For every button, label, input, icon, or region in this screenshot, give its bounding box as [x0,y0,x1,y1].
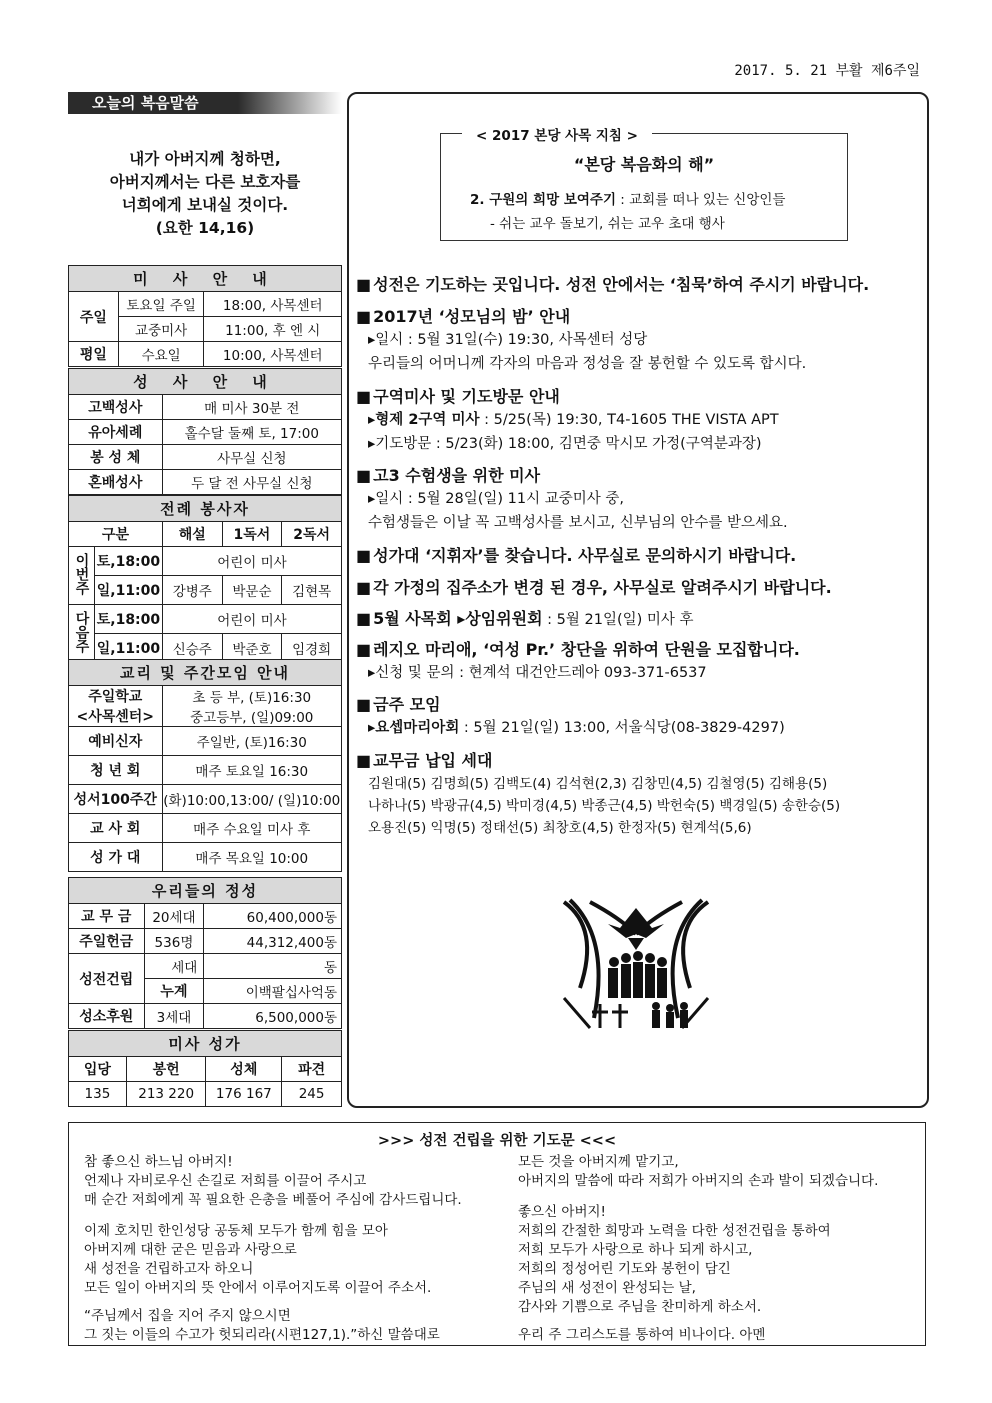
hymn-number: 245 [282,1082,342,1107]
minister-commentator: 신승주 [162,634,222,663]
meeting-place: <사목센터> [76,709,155,725]
prayer-line: 좋으신 아버지! [518,1204,606,1220]
notice-choir: ■ 성가대 ‘지휘자’를 찾습니다. 사무실로 문의하시기 바랍니다. [356,543,796,566]
sacraments-title: 성 사 안 내 [69,369,342,395]
gospel-line: 너희에게 보내실 것이다. [121,196,289,214]
prayer-line: 아버지의 말씀에 따라 저희가 아버지의 손과 발이 되겠습니다. [518,1173,879,1189]
offering-count: 3세대 [144,1004,204,1029]
pentecost-illustration [560,898,712,1032]
prayer-line: 모든 것을 아버지께 맡기고, [518,1154,679,1170]
prayer-line: 우리 주 그리스도를 통하여 비나이다. 아멘 [518,1327,766,1343]
sacrament-name: 봉 성 체 [69,445,163,470]
notice-detail: ▸일시 : 5월 28일(일) 11시 교중미사 중, [368,491,624,507]
minister-time: 일,11:00 [94,576,162,605]
notice-district-mass: ■ 구역미사 및 기도방문 안내 [356,384,560,407]
sacrament-value: 홀수달 둘째 토, 17:00 [162,420,341,445]
notice-detail: ▸기도방문 : 5/23(화) 18:00, 김면중 막시모 가정(구역분과장) [368,436,762,452]
sacrament-value: 두 달 전 사무실 신청 [162,470,341,495]
ministers-header: 1독서 [222,522,282,547]
notice-marian-night: ■ 2017년 ‘성모님의 밤’ 안내 [356,304,570,327]
prayer-line: 주님의 새 성전이 완성되는 날, [518,1280,696,1296]
notice-detail: 우리들의 어머니께 각자의 마음과 정성을 잘 봉헌할 수 있도록 합시다. [368,356,807,372]
offerings-table [68,877,342,1029]
offering-count: 누계 [144,979,204,1004]
offering-count: 536명 [144,929,204,954]
mass-name: 교중미사 [118,317,204,342]
notice-exam-mass: ■ 고3 수험생을 위한 미사 [356,463,540,486]
prayer-line: 이제 호치민 한인성당 공동체 모두가 함께 힘을 모아 [84,1223,388,1239]
meeting-name: 교 사 회 [69,814,163,843]
dues-list-line: 오용진(5) 익명(5) 정태선(5) 최창호(4,5) 한정자(5) 현계석(5,6) [368,820,752,836]
ministers-header: 구분 [69,522,163,547]
next-week-label: 다음주 [73,610,90,653]
weekday-label: 평일 [69,342,119,367]
dues-list-line: 김원대(5) 김명희(5) 김백도(4) 김석현(2,3) 김창민(4,5) 김철영(5) 김해용(5) [368,776,828,792]
council-info: : 5월 21일(일) 미사 후 [542,612,694,628]
offering-name: 교 무 금 [69,904,145,929]
hymn-header: 성체 [206,1057,282,1082]
notice-meetings: ■ 금주 모임 [356,692,441,715]
mass-name: 토요일 주일 [118,292,204,317]
meeting-time: 매주 수요일 미사 후 [162,814,341,843]
meeting-name: 예비신자 [69,727,163,756]
prayer-line: 감사와 기쁨으로 주님을 찬미하게 하소서. [518,1299,762,1315]
district-mass-info: : 5/25(목) 19:30, T4-1605 THE VISTA APT [479,412,779,428]
offering-amount: 동 [204,954,342,979]
offering-count: 세대 [144,954,204,979]
minister-reader1: 박준호 [222,634,282,663]
offering-amount: 60,400,000동 [204,904,342,929]
this-week-label: 이번주 [73,552,90,595]
meeting-time: 초 등 부, (토)16:30 [192,690,312,706]
mass-schedule-table [68,265,342,367]
hymns-title: 미사 성가 [69,1031,342,1057]
gospel-reference: (요한 14,16) [155,219,255,237]
offering-amount: 6,500,000동 [204,1004,342,1029]
mass-name: 수요일 [118,342,204,367]
notice-detail: ▸신청 및 문의 : 현계석 대건안드레아 093-371-6537 [368,665,707,681]
sunday-label: 주일 [69,292,119,342]
notice-detail [368,716,785,737]
notice-address: ■ 각 가정의 집주소가 변경 된 경우, 사무실로 알려주시기 바랍니다. [356,575,832,598]
gospel-line: 내가 아버지께 청하면, [129,150,281,168]
dues-list-line: 나하나(5) 박광규(4,5) 박미경(4,5) 박종근(4,5) 박헌숙(5) 백경일(5) 송한승(5) [368,798,841,814]
minister-commentator: 강병주 [162,576,222,605]
gospel-header-fade [238,92,342,114]
meeting-info: : 5월 21일(일) 13:00, 서울식당(08-3829-4297) [459,720,785,736]
notice-legio: ■ 레지오 마리애, ‘여성 Pr.’ 창단을 위하여 단원을 모집합니다. [356,637,800,660]
prayer-line: 모든 일이 아버지의 뜻 안에서 이루어지도록 이끌어 주소서. [84,1280,432,1296]
meeting-time: 중고등부, (일)09:00 [190,710,314,726]
notice-dues: ■ 교무금 납입 세대 [356,748,492,771]
prayer-line: 언제나 자비로우신 손길로 저희를 이끌어 주시고 [84,1173,367,1189]
offering-name: 성전건립 [69,954,145,1004]
policy-motto: “본당 복음화의 해” [573,155,715,174]
district-mass-label: ▸형제 2구역 미사 [368,412,480,428]
meetings-table [68,659,342,872]
offerings-title: 우리들의 정성 [69,878,342,904]
meeting-name: 청 년 회 [69,756,163,785]
mass-time: 11:00, 후 엔 시 [204,317,342,342]
notice-council [356,606,694,629]
prayer-line: 저희의 간절한 희망과 노력을 다한 성전건립을 통하여 [518,1223,831,1239]
sacrament-value: 매 미사 30분 전 [162,395,341,420]
hymn-header: 입당 [69,1057,127,1082]
ministers-title: 전례 봉사자 [69,496,342,522]
notice-detail [368,408,779,429]
policy-item-desc: : 교회를 떠나 있는 신앙인들 [616,192,786,208]
policy-title: < 2017 본당 사목 지침 > [462,124,652,144]
notice-detail: 수험생들은 이날 꼭 고백성사를 보시고, 신부님의 안수를 받으세요. [368,515,788,531]
sacrament-name: 고백성사 [69,395,163,420]
prayer-line: 새 성전을 건립하고자 하오니 [84,1261,254,1277]
mass-schedule-title: 미 사 안 내 [69,266,342,292]
offering-name: 성소후원 [69,1004,145,1029]
notice-detail: ▸일시 : 5월 31일(수) 19:30, 사목센터 성당 [368,332,648,348]
minister-kids-mass: 어린이 미사 [162,547,341,576]
meeting-time: 매주 목요일 10:00 [162,843,341,872]
prayer-line: 저희의 정성어린 기도와 봉헌이 담긴 [518,1261,731,1277]
meeting-time: (화)10:00,13:00/ (일)10:00 [162,785,341,814]
hymn-header: 파견 [282,1057,342,1082]
hymn-header: 봉헌 [126,1057,206,1082]
gospel-header-label: 오늘의 복음말씀 [68,92,238,114]
ministers-header: 2독서 [282,522,342,547]
prayer-line: “주님께서 집을 지어 주지 않으시면 [84,1308,291,1324]
policy-item-detail: - 쉬는 교우 돌보기, 쉬는 교우 초대 행사 [490,216,725,232]
meeting-time: 주일반, (토)16:30 [162,727,341,756]
policy-item [470,188,785,208]
prayer-line: 아버지께 대한 굳은 믿음과 사랑으로 [84,1242,297,1258]
mass-time: 10:00, 사목센터 [204,342,342,367]
meeting-group: ▸요셉마리아회 [368,720,460,736]
minister-time: 일,11:00 [94,634,162,663]
meetings-title: 교리 및 주간모임 안내 [69,660,342,686]
sacrament-value: 사무실 신청 [162,445,341,470]
hymn-number: 135 [69,1082,127,1107]
sacraments-table [68,368,342,495]
minister-reader2: 김현목 [282,576,342,605]
issue-date: 2017. 5. 21 부활 제6주일 [734,63,920,79]
offering-amount: 44,312,400동 [204,929,342,954]
minister-kids-mass: 어린이 미사 [162,605,341,634]
mass-time: 18:00, 사목센터 [204,292,342,317]
minister-reader2: 임경희 [282,634,342,663]
meeting-name: 성서100주간 [69,785,163,814]
gospel-verse [68,148,342,240]
prayer-line: 저희 모두가 사랑으로 하나 되게 하시고, [518,1242,753,1258]
prayer-title: >>> 성전 건립을 위한 기도문 <<< [377,1133,617,1149]
ministers-header: 해설 [162,522,222,547]
prayer-line: 참 좋으신 하느님 아버지! [84,1154,233,1170]
prayer-line: 매 순간 저희에게 꼭 필요한 은총을 베풀어 주심에 감사드립니다. [84,1192,462,1208]
prayer-line: 그 짓는 이들의 수고가 헛되리라(시편127,1).”하신 말씀대로 [84,1327,440,1343]
meeting-name: 주일학교 [88,689,143,705]
minister-time: 토,18:00 [94,547,162,576]
gospel-line: 아버지께서는 다른 보호자를 [109,173,301,191]
sacrament-name: 유아세례 [69,420,163,445]
hymns-table [68,1030,342,1107]
council-label: 5월 사목회 ▸상임위원회 [373,609,543,628]
offering-count: 20세대 [144,904,204,929]
policy-item-title: 2. 구원의 희망 보여주기 [470,192,616,208]
hymn-number: 213 220 [126,1082,206,1107]
minister-reader1: 박문순 [222,576,282,605]
notice-silence: ■ 성전은 기도하는 곳입니다. 성전 안에서는 ‘침묵’하여 주시기 바랍니다. [356,272,869,295]
sacrament-name: 혼배성사 [69,470,163,495]
hymn-number: 176 167 [206,1082,282,1107]
meeting-name: 성 가 대 [69,843,163,872]
minister-time: 토,18:00 [94,605,162,634]
meeting-time: 매주 토요일 16:30 [162,756,341,785]
offering-name: 주일헌금 [69,929,145,954]
offering-amount: 이백팔십사억동 [204,979,342,1004]
gospel-header [68,92,342,114]
ministers-table [68,495,342,663]
